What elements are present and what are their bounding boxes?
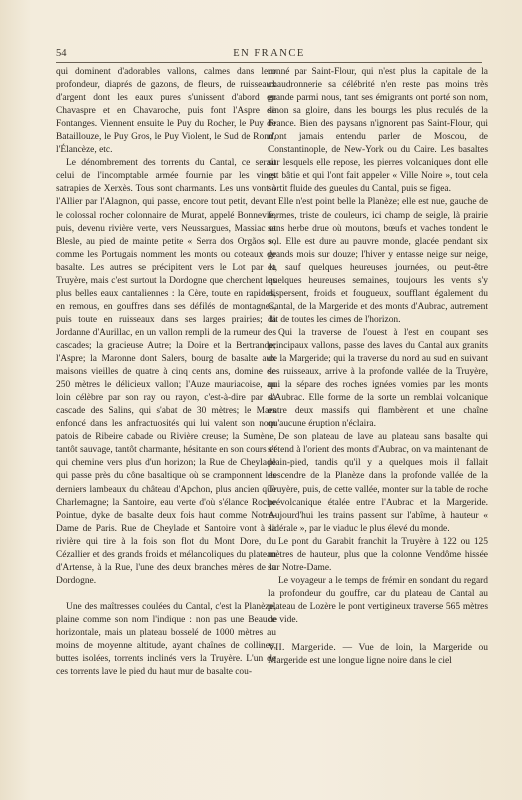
page-number: 54 <box>56 48 67 59</box>
paragraph: Qui la traverse de l'ouest à l'est en coupant ses principaux vallons, passe des laves du Cantal aux granits de la Margeride; qui la traverse du nord au sud en suivant ses ruisseaux, arrive à la profonde vallée de la Truyère, qui la sépare des roches ignées vomies par les monts d'Aubrac. Elle forme de la sorte un remblai volcanique entre deux massifs qui flambèrent et une chaîne qu'aucune éruption n'éclaira. <box>268 327 488 430</box>
running-header <box>56 48 482 62</box>
section-text: — Vue de loin, la Margeride ou Margeride est une longue ligne noire dans le ciel <box>268 643 488 667</box>
paragraph: qui dominent d'adorables vallons, calmes dans leur profondeur, diaprés de gazons, de fleurs, de ruisseaux d'argent dont les eaux pures s'unissent d'abord en Chavaspre et en Chavaroche, puis font l'Aspre de Fontanges. Viennent ensuite le Puy du Rocher, le Puy de Bataillouze, le Puy Gros, le Puy Violent, le Sud de Rond, l'Élancèze, etc. <box>56 67 276 156</box>
header-rule <box>56 62 482 63</box>
section-heading: VII. Margeride. <box>268 643 337 654</box>
paragraph: Le pont du Garabit franchit la Truyère à 122 ou 125 mètres de hauteur, plus que la colonne Vendôme hissée sur Notre-Dame. <box>268 536 488 573</box>
right-column <box>268 66 488 668</box>
paragraph: Le dénombrement des torrents du Cantal, ce serait celui de l'incomptable armée fournie par les vingt satrapies de Xerxès. Tous sont charmants. Les uns vont à l'Allier par l'Alagnon, qui passe, encore tout petit, devant le colossal rocher colonnaire de Murat, appelé Bonnevie, puis, devenu rivière verte, vers Neussargues, Massiac et Blesle, au pied de mainte petite « Serra dos Orgãos », comme les Portugais nomment les monts ou coteaux de basalte. Les autres se précipitent vers le Lot par la Truyère, mais c'est surtout la Dordogne que cherchent les plus belles eaux cantaliennes : la Cère, toute en rapides, en remous, en gouffres dans ses défilés de montagnes, puis toute en ruisseaux dans ses larges prairies; la Jordanne d'Aurillac, en un vallon rempli de la rumeur des cascades; la gracieuse Autre; la Doire et la Bertrande; l'Aspre; la Maronne dont Salers, bourg de basalte aux maisons vieilles de quatre à cinq cents ans, domine de 250 mètres le délicieux vallon; l'Auze mauriacoise, au loin célèbre par son ray ou rayon, c'est-à-dire par sa cascade des Salins, qui s'abat de 30 mètres; le Mars enfoncé dans les anfractuosités qui lui valent son nom patois de Ribeire cabade ou Rivière creuse; la Sumène, tantôt sauvage, tantôt charmante, hésitante en son cours et qui chemine vers plus d'un horizon; la Rue de Cheylade qui passe près du cône basaltique où se cramponnent les derniers lambeaux du château d'Apchon, plus ancien que Charlemagne; la Santoire, eau verte d'où s'élance Roche Pointue, dyke de basalte deux fois haut comme Notre-Dame de Paris. Rue de Cheylade et Santoire vont à la rivière qui tire à la fois son flot du Mont Dore, du Cézallier et des grands froids et mélancoliques du plateau d'Artense, à la Rue, l'une des deux branches mères de la Dordogne. <box>56 158 276 586</box>
paragraph: Le voyageur a le temps de frémir en sondant du regard la profondeur du gouffre, car du plateau de Cantal au plateau de Lozère le pont vertigineux traverse 565 mètres de vide. <box>268 575 488 625</box>
section-paragraph <box>268 642 488 668</box>
paragraph: Elle n'est point belle la Planèze; elle est nue, gauche de formes, triste de couleurs, ici champ de seigle, là prairie sans herbe drue où moutons, bœufs et vaches tondent le sol. Elle est dure au pauvre monde, glacée pendant six grands mois sur douze; l'hiver y entasse neige sur neige, et, sauf quelques heureuses journées, ou peut-être quelques heureuses semaines, toujours les vents s'y dispersent, froids et fougueux, soufflant également du Cantal, de la Margeride et des monts d'Aubrac, autrement dit de toutes les cimes de l'horizon. <box>268 197 488 325</box>
paragraph: ronné par Saint-Flour, qui n'est plus la capitale de la chaudronnerie sa célébrité n'en reste pas moins très grande parmi nous, tant ses émigrants ont porté son nom, sinon sa gloire, dans les bourgs les plus reculés de la France. Bien des paysans n'ignorent pas Saint-Flour, qui n'ont jamais entendu parler de Moscou, de Constantinople, de New-York ou du Caire. Les basaltes sur lesquels elle repose, les pierres volcaniques dont elle est bâtie et qui l'ont fait appeler « Ville Noire », tout cela sortit fluide des gueules du Cantal, puis se figea. <box>268 67 488 195</box>
paragraph: De son plateau de lave au plateau sans basalte qui s'étend à l'orient des monts d'Aubrac, on va maintenant de plain-pied, tandis qu'il y a quelques mois il fallait descendre de la Planèze dans la profonde vallée de la Truyère, puis, de cette vallée, monter sur la table de roche prévolcanique étalée entre l'Aubrac et la Margeride. Aujourd'hui les trains passent sur l'abîme, à hauteur « sidérale », par le viaduc le plus élevé du monde. <box>268 432 488 534</box>
running-title: EN FRANCE <box>233 48 305 59</box>
left-column <box>56 66 276 679</box>
paragraph: Une des maîtresses coulées du Cantal, c'est la Planèze, plaine comme son nom l'indique : non pas une Beauce horizontale, mais un plateau bosselé de 1000 mètres au moins de moyenne altitude, ayant chaînes de collines, buttes isolées, torrents inclinés vers la Truyère. L'un de ces torrents lave le pied du haut mur de basalte cou- <box>56 601 276 678</box>
